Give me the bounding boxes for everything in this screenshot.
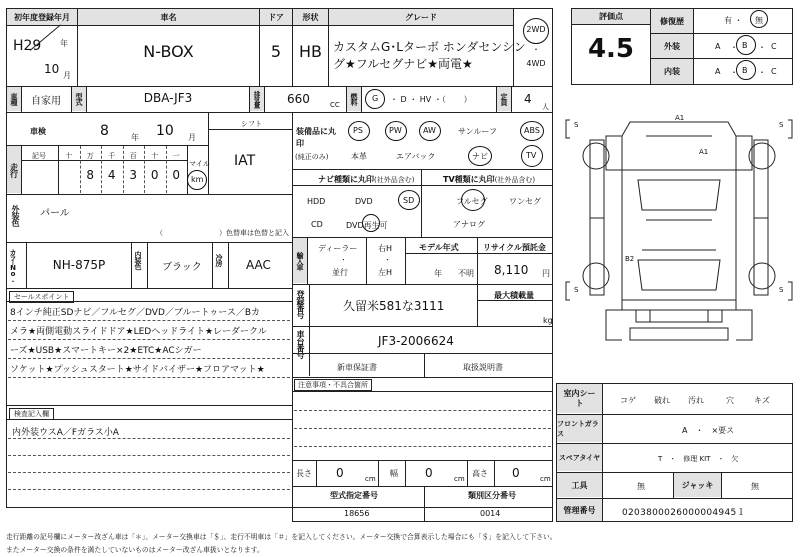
class-label: 類別区分番号 — [468, 491, 516, 500]
repair-header: 修復歴 — [651, 9, 693, 33]
footer-line2: またメーター交換の条件を満たしていないものはメーター改ざん車扱いとなります。 — [6, 546, 264, 554]
drive-4wd: 4WD — [526, 59, 546, 68]
use-value: 自家用 — [31, 96, 61, 107]
diagram-s-bl: S — [574, 286, 579, 294]
eq-leather: 本革 — [351, 152, 367, 161]
spare-header: スペアタイヤ — [557, 444, 602, 471]
color-no-value: NH-875P — [52, 258, 106, 272]
car-diagram — [560, 100, 798, 380]
mileage-header: 走行 — [7, 146, 21, 193]
width-value: 0 — [425, 466, 433, 480]
eq-navi: ナビ — [472, 152, 488, 161]
digit-header: 十 — [151, 152, 159, 160]
shape-value: HB — [298, 42, 322, 61]
mileage-digit: 3 — [129, 168, 138, 182]
recycle-unit: 円 — [542, 269, 550, 278]
dealer-dot: ・ — [340, 256, 347, 264]
eq-sunroof: サンルーフ — [458, 127, 497, 136]
eq-ps: PS — [353, 126, 363, 135]
length-unit: cm — [365, 475, 376, 483]
tv-fullseg: フルセグ — [456, 197, 488, 206]
inspection-year: 8 — [100, 123, 109, 139]
seat-option: キズ — [754, 396, 770, 405]
inspector-label: 検査記入欄 — [9, 408, 54, 420]
inspection-month-unit: 月 — [188, 133, 196, 142]
mileage-digit: 0 — [150, 168, 159, 182]
mgmt-header: 管理番号 — [557, 499, 602, 521]
seat-header: 室内シート — [557, 384, 602, 413]
height-unit: cm — [540, 475, 551, 483]
width-unit: cm — [454, 475, 465, 483]
first-reg-header: 初年度登録年月 — [7, 9, 77, 25]
type-spec-label: 型式指定番号 — [330, 491, 378, 500]
seat-option: 穴 — [726, 396, 734, 405]
navi-dvd: DVD — [355, 197, 373, 206]
eq-airbag: エアバック — [396, 152, 436, 161]
chassis-value: JF3-2006624 — [378, 334, 454, 348]
recycle-value: 8,110 — [494, 263, 529, 277]
grade-header: グレード — [329, 9, 513, 25]
diagram-a1-top: A1 — [675, 114, 685, 122]
model-year-unit: 年 — [434, 269, 442, 278]
eq-abs: ABS — [524, 126, 540, 135]
navi-type-label: ナビ種類に丸印(社外品含む) — [318, 175, 415, 184]
digit-header: 百 — [129, 152, 137, 160]
car-name-header: 車名 — [78, 9, 259, 25]
warranty-label: 新車保証書 — [337, 363, 377, 372]
mgmt-value: 0203800026000004945１ — [622, 508, 746, 518]
drive-2wd: 2WD — [526, 25, 546, 34]
navi-cd: CD — [311, 220, 323, 229]
tv-analog: アナログ — [453, 220, 485, 229]
inspector-note: 内外装ウスA／Fガラス小A — [12, 428, 119, 438]
sales-point-label: セールスポイント — [9, 291, 74, 303]
length-label: 長さ — [296, 469, 312, 478]
height-label: 高さ — [472, 469, 488, 478]
ac-value: AAC — [246, 258, 271, 272]
diagram-a1-mid: A1 — [699, 148, 709, 156]
tv-oneseg: ワンセグ — [509, 197, 541, 206]
height-value: 0 — [512, 466, 520, 480]
navi-hdd: HDD — [307, 197, 326, 206]
repair-circled: 無 — [755, 16, 763, 25]
eq-pw: PW — [389, 126, 402, 135]
manual-label: 取扱説明書 — [463, 363, 503, 372]
sales-point-line: 8インチ純正SDナビ／フルセグ／DVD／ブルートゥース／Bカ — [10, 308, 261, 318]
first-reg-month-unit: 月 — [63, 71, 71, 80]
mile-label: マイル — [189, 160, 210, 168]
mileage-digit: 0 — [172, 168, 181, 182]
use-header: 車種 — [7, 87, 21, 111]
tools-value: 無 — [637, 482, 645, 491]
interior-b: B — [742, 66, 748, 75]
parallel-label: 並行 — [332, 268, 348, 277]
shift-label: シフト — [241, 120, 262, 128]
interior-c: C — [771, 67, 777, 76]
car-name-value: N-BOX — [143, 42, 194, 61]
windshield-header: フロントガラス — [557, 415, 602, 442]
color-no-header: カラーNo. — [9, 249, 17, 282]
mileage-digit: 4 — [107, 168, 116, 182]
sales-point-line: メラ★両側電動スライドドア★LEDヘッドライト★レーダークル — [10, 327, 267, 337]
model-year-label: モデル年式 — [419, 243, 459, 252]
tools-header: 工具 — [557, 473, 602, 497]
exterior-a: A — [715, 42, 721, 51]
color-note: （ ）色替車は色替と記入 — [156, 229, 289, 237]
seat-option: 破れ — [654, 396, 670, 405]
import-header: 輸入車 — [293, 238, 307, 283]
sales-point-line: ーズ★USB★スマートキー×2★ETC★ACシガー — [10, 346, 202, 356]
model-value: DBA-JF3 — [143, 91, 193, 105]
exterior-b: B — [742, 41, 748, 50]
score-header: 評価点 — [572, 9, 650, 24]
navi-dvd-play: DVD再生可 — [346, 221, 388, 230]
max-load-unit: kg — [543, 316, 553, 325]
color-header: 外装色 — [11, 205, 20, 226]
reg-no-header: 登録番号 — [296, 290, 305, 318]
ac-header: 冷房 — [215, 254, 223, 266]
length-value: 0 — [336, 466, 344, 480]
exterior-header: 外装 — [651, 34, 693, 58]
jack-value: 無 — [751, 482, 759, 491]
grade-line1: カスタムG･Lターボ ホンダセンシン — [333, 40, 526, 54]
left-h: 左H — [378, 268, 393, 277]
fuel-header: 燃料 — [347, 87, 361, 111]
equipment-sub: (純正のみ) — [295, 153, 329, 161]
tv-type-label: TV種類に丸印(社外品含む) — [443, 175, 536, 184]
color-value: パール — [40, 208, 70, 219]
interior-value: ブラック — [162, 262, 202, 273]
exterior-c: C — [771, 42, 777, 51]
repair-options: 有 ・ — [724, 16, 746, 25]
sales-point-line: ソケット★プッシュスタート★サイドバイザー★フロアマット★ — [10, 365, 265, 375]
seat-option: 汚れ — [688, 396, 704, 405]
navi-sd: SD — [403, 196, 415, 205]
class-value: 0014 — [480, 509, 501, 518]
reg-no-value: 久留米581な3111 — [343, 299, 445, 313]
type-spec-value: 18656 — [344, 509, 370, 518]
diagram-s-tl: S — [574, 121, 579, 129]
model-header: 型式 — [72, 87, 86, 111]
windshield-value: A ・ ×要ス — [682, 426, 735, 435]
mileage-symbol-label: 記号 — [32, 152, 46, 160]
first-reg-year-unit: 年 — [60, 39, 68, 48]
first-reg-month: 10 — [44, 62, 60, 76]
fuel-rest: ・ D ・ HV ・（ ） — [390, 95, 472, 104]
right-h: 右H — [378, 244, 393, 253]
score-value: 4.5 — [587, 34, 635, 64]
digit-header: 万 — [86, 152, 94, 160]
footer-line1: 走行距離の記号欄にメーター改ざん車は「＊」、メーター交換車は「＄」、走行不明車は「＃」を記入してください。メーター交換で合算表示した場合にも「＄」を記入して下さい。 — [6, 533, 557, 541]
shape-header: 形状 — [293, 9, 328, 25]
capacity-value: 4 — [524, 92, 532, 106]
equipment-label: 装備品に丸印 — [296, 127, 336, 148]
drive-dot: ･ — [534, 45, 538, 54]
fuel-g: G — [372, 94, 379, 103]
diagram-b2: B2 — [625, 255, 635, 263]
first-reg-era: H29 — [13, 38, 42, 54]
seat-option: コゲ — [620, 396, 636, 405]
digit-header: 千 — [108, 152, 116, 160]
km-label: km — [191, 175, 204, 184]
spare-value: T ・ 修理 KIT ・ 欠 — [658, 455, 739, 463]
interior-grade-header: 内装 — [651, 59, 693, 84]
displacement-value: 660 — [287, 92, 310, 106]
interior-a: A — [715, 67, 721, 76]
width-label: 幅 — [390, 469, 398, 478]
notes-label: 注意事項・不具合箇所 — [294, 379, 372, 391]
diagram-s-br: S — [779, 286, 784, 294]
recycle-label: リサイクル預託金 — [483, 243, 546, 252]
capacity-unit: 人 — [542, 103, 549, 111]
doors-header: ドア — [260, 9, 292, 25]
diagram-s-tr: S — [779, 121, 784, 129]
eq-aw: AW — [423, 126, 436, 135]
digit-header: 一 — [172, 152, 180, 160]
doors-value: 5 — [270, 42, 282, 61]
inspection-label: 車検 — [30, 127, 46, 136]
inspection-month: 10 — [156, 123, 174, 139]
shift-value: IAT — [234, 153, 256, 169]
displacement-header: 排気量 — [250, 87, 264, 111]
max-load-label: 最大積載量 — [494, 291, 534, 300]
digit-header: 十 — [65, 152, 73, 160]
displacement-unit: CC — [330, 101, 340, 109]
grade-line2: グ★フルセグナビ★両電★ — [333, 57, 473, 71]
jack-header: ジャッキ — [674, 473, 721, 497]
mileage-digit: 8 — [86, 168, 95, 182]
interior-header: 内装色 — [134, 251, 142, 269]
dealer-label: ディーラー — [318, 244, 358, 253]
model-year-value: 不明 — [458, 269, 474, 278]
chassis-header: 車台番号 — [296, 330, 305, 358]
capacity-header: 定員 — [497, 87, 511, 111]
eq-tv: TV — [526, 151, 537, 160]
inspection-year-unit: 年 — [131, 133, 139, 142]
